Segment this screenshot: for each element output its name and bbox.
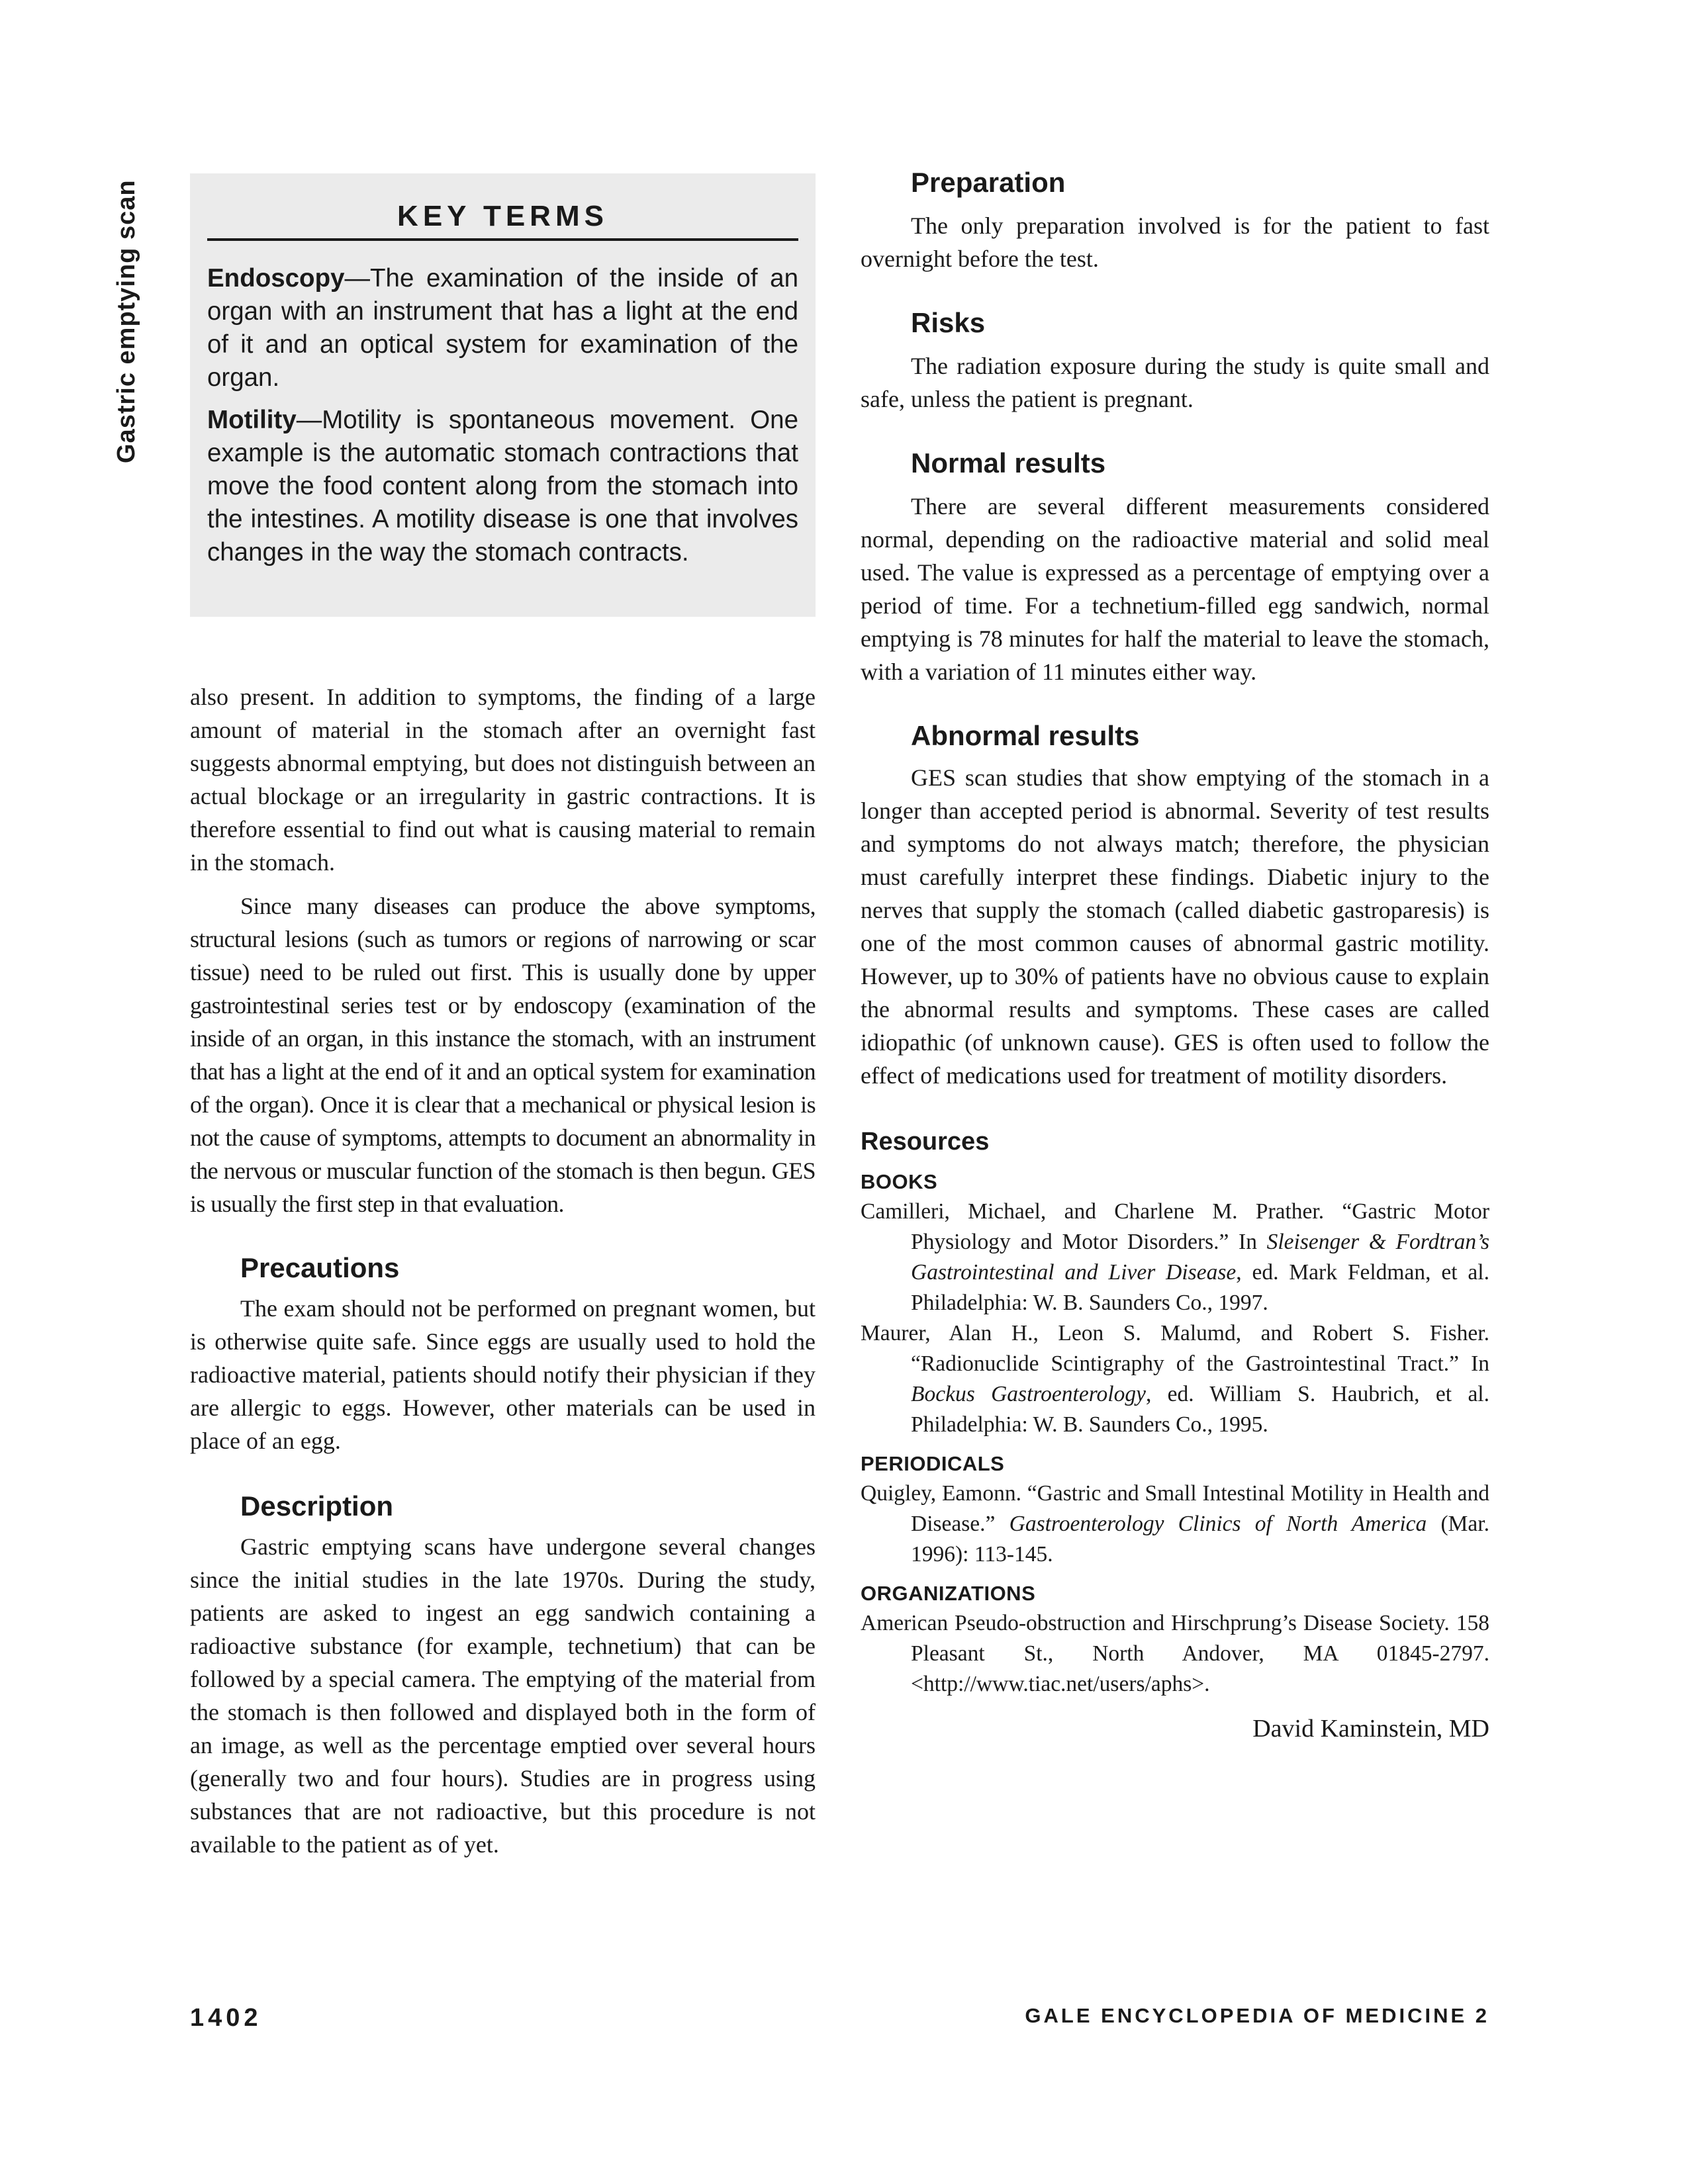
body-paragraph: The exam should not be performed on pregnant women, but is otherwise quite safe. Since eggs are usually used to hold the radioactive material, patients should notify their physician if they are allergic to eggs. However, other materials can be used in place of an egg. (190, 1295, 816, 1454)
section-heading-precautions: Precautions (240, 1252, 400, 1283)
reference-text: , ed. William S. Haubrich, et al. Philadelphia: W. B. Saunders Co., 1995. (911, 1382, 1489, 1437)
reference-organization-1: American Pseudo-obstruction and Hirschprung’s Disease Society. 158 Pleasant St., North Andover, MA 01845-2797. <http://www.tiac.net/users/aphs>. (861, 1611, 1489, 1696)
body-paragraph: The only preparation involved is for the patient to fast overnight before the test. (861, 212, 1489, 272)
key-terms-title: KEY TERMS (207, 200, 798, 241)
key-term-definition: —The examination of the inside of an organ with an instrument that has a light at the end of it and an optical system for examination of the organ. (207, 264, 798, 392)
body-paragraph: Since many diseases can produce the above symptoms, structural lesions (such as tumors or regions of narrowing or scar tissue) need to be ruled out first. This is usually done by upper gastrointestinal series test or by endoscopy (examination of the inside of an organ, in this instance the stomach, with an instrument that has a light at the end of it and an optical system for examination of the organ). Once it is clear that a mechanical or physical lesion is not the cause of symptoms, attempts to document an abnormality in the nervous or muscular function of the stomach is then begun. GES is usually the first step in that evaluation. (190, 893, 816, 1217)
left-column (190, 680, 816, 1861)
key-term-motility (207, 404, 798, 569)
key-terms-box (190, 173, 816, 617)
right-column (861, 164, 1489, 1746)
organizations-heading: ORGANIZATIONS (861, 1582, 1036, 1605)
key-term-definition: —Motility is spontaneous movement. One example is the automatic stomach contractions that move the food content along from the stomach into the intestines. A motility disease is one that involves changes in the way the stomach contracts. (207, 406, 798, 567)
key-term-name: Endoscopy (207, 264, 345, 293)
reference-title: Gastroenterology Clinics of North America (1009, 1512, 1427, 1536)
section-heading-normal-results: Normal results (911, 447, 1106, 478)
section-heading-risks: Risks (911, 307, 986, 338)
reference-periodical-1 (861, 1479, 1489, 1570)
reference-title: Sleisenger & Fordtran’s Gastrointestinal and Liver Disease (911, 1230, 1490, 1285)
section-heading-description: Description (240, 1490, 394, 1522)
page-number: 1402 (190, 2004, 262, 2032)
reference-book-2 (861, 1318, 1489, 1440)
reference-book-1 (861, 1197, 1489, 1318)
body-paragraph: There are several different measurements considered normal, depending on the radioactive material and solid meal used. The value is expressed as a percentage of emptying over a period of time. For a technetium-filled egg sandwich, normal emptying is 78 minutes for half the material to leave the stomach, with a variation of 11 minutes either way. (861, 493, 1489, 685)
reference-text: (Mar. 1996): 113-145. (911, 1512, 1489, 1567)
reference-text: Maurer, Alan H., Leon S. Malumd, and Robert S. Fisher. “Radionuclide Scintigraphy of the Gastrointestinal Tract.” In (861, 1321, 1489, 1376)
key-term-name: Motility (207, 406, 297, 434)
reference-title: Bockus Gastroenterology (911, 1382, 1146, 1406)
reference-text: Camilleri, Michael, and Charlene M. Prather. “Gastric Motor Physiology and Motor Disorders.” In (861, 1199, 1489, 1254)
author-signature: David Kaminstein, MD (1252, 1715, 1489, 1743)
section-heading-abnormal-results: Abnormal results (911, 720, 1140, 751)
publication-title: GALE ENCYCLOPEDIA OF MEDICINE 2 (1025, 2004, 1489, 2027)
body-paragraph: also present. In addition to symptoms, the finding of a large amount of material in the stomach after an overnight fast suggests abnormal emptying, but does not distinguish between an actual blockage or an irregularity in gastric contractions. It is therefore essential to find out what is causing material to remain in the stomach. (190, 684, 816, 876)
section-heading-preparation: Preparation (911, 167, 1066, 198)
resources-heading: Resources (861, 1128, 990, 1156)
body-paragraph: The radiation exposure during the study is quite small and safe, unless the patient is pregnant. (861, 353, 1489, 412)
books-heading: BOOKS (861, 1170, 938, 1193)
body-paragraph: Gastric emptying scans have undergone several changes since the initial studies in the late 1970s. During the study, patients are asked to ingest an egg sandwich containing a radioactive substance (for example, technetium) that can be followed by a special camera. The emptying of the material from the stomach is then followed and displayed both in the form of an image, as well as the percentage emptied over several hours (generally two and four hours). Studies are in progress using substances that are not radioactive, but this procedure is not available to the patient as of yet. (190, 1533, 816, 1858)
body-paragraph: GES scan studies that show emptying of the stomach in a longer than accepted period is abnormal. Severity of test results and symptoms do not always match; therefore, the physician must carefully interpret these findings. Diabetic injury to the nerves that supply the stomach (called diabetic gastroparesis) is one of the most common causes of abnormal gastric motility. However, up to 30% of patients have no obvious cause to explain the abnormal results and symptoms. These cases are called idiopathic (of unknown cause). GES is often used to follow the effect of medications used for treatment of motility disorders. (861, 764, 1489, 1089)
reference-text: Quigley, Eamonn. “Gastric and Small Intestinal Motility in Health and Disease.” (861, 1481, 1489, 1536)
periodicals-heading: PERIODICALS (861, 1452, 1005, 1475)
key-term-endoscopy (207, 262, 798, 394)
running-head: Gastric emptying scan (113, 179, 140, 463)
reference-text: , ed. Mark Feldman, et al. Philadelphia: W. B. Saunders Co., 1997. (911, 1260, 1489, 1315)
